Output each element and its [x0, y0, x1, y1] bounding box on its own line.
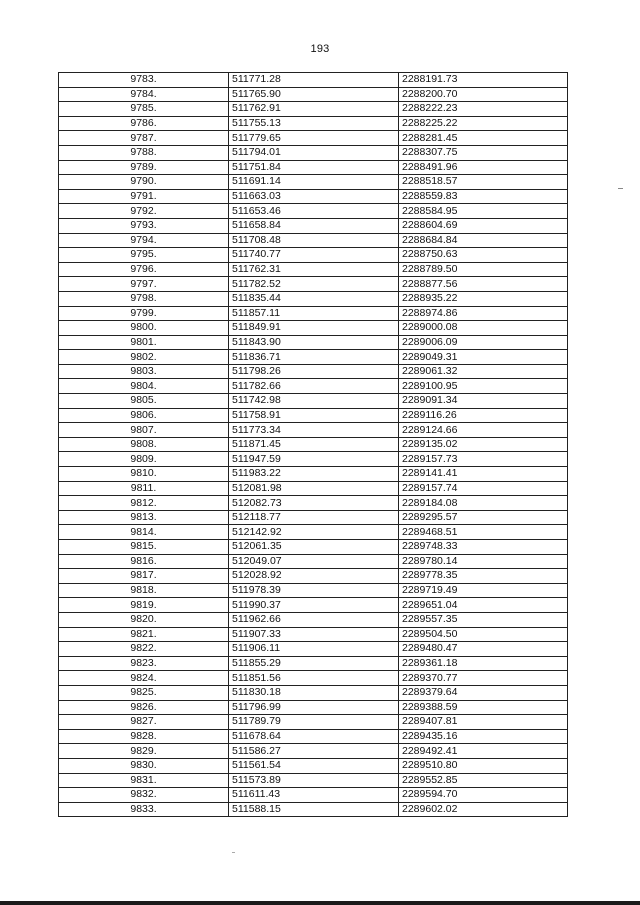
easting-cell: 511857.11 [229, 306, 399, 321]
point-number-cell: 9828. [59, 729, 229, 744]
point-number-cell: 9812. [59, 496, 229, 511]
point-number-cell: 9793. [59, 218, 229, 233]
table-row [59, 554, 568, 569]
table-row [59, 452, 568, 467]
northing-cell: 2289407.81 [399, 715, 568, 730]
table-row [59, 102, 568, 117]
easting-cell: 511906.11 [229, 642, 399, 657]
northing-cell: 2289061.32 [399, 364, 568, 379]
point-number-cell: 9814. [59, 525, 229, 540]
table-row [59, 408, 568, 423]
point-number-cell: 9824. [59, 671, 229, 686]
easting-cell: 511588.15 [229, 802, 399, 817]
northing-cell: 2289116.26 [399, 408, 568, 423]
easting-cell: 511773.34 [229, 423, 399, 438]
table-row [59, 510, 568, 525]
table-row [59, 248, 568, 263]
coordinates-table-body [59, 73, 568, 817]
easting-cell: 511798.26 [229, 364, 399, 379]
table-row [59, 540, 568, 555]
easting-cell: 511758.91 [229, 408, 399, 423]
point-number-cell: 9817. [59, 569, 229, 584]
point-number-cell: 9794. [59, 233, 229, 248]
northing-cell: 2289361.18 [399, 656, 568, 671]
easting-cell: 511779.65 [229, 131, 399, 146]
point-number-cell: 9791. [59, 189, 229, 204]
easting-cell: 511907.33 [229, 627, 399, 642]
easting-cell: 511782.66 [229, 379, 399, 394]
easting-cell: 511983.22 [229, 467, 399, 482]
point-number-cell: 9787. [59, 131, 229, 146]
table-row [59, 656, 568, 671]
point-number-cell: 9820. [59, 612, 229, 627]
easting-cell: 511978.39 [229, 583, 399, 598]
table-row [59, 73, 568, 88]
northing-cell: 2288789.50 [399, 262, 568, 277]
northing-cell: 2288307.75 [399, 145, 568, 160]
easting-cell: 511762.31 [229, 262, 399, 277]
table-row [59, 145, 568, 160]
northing-cell: 2289510.80 [399, 758, 568, 773]
northing-cell: 2289594.70 [399, 788, 568, 803]
table-row [59, 291, 568, 306]
point-number-cell: 9815. [59, 540, 229, 555]
point-number-cell: 9811. [59, 481, 229, 496]
table-row [59, 642, 568, 657]
easting-cell: 511762.91 [229, 102, 399, 117]
point-number-cell: 9822. [59, 642, 229, 657]
point-number-cell: 9806. [59, 408, 229, 423]
point-number-cell: 9825. [59, 685, 229, 700]
point-number-cell: 9796. [59, 262, 229, 277]
point-number-cell: 9829. [59, 744, 229, 759]
northing-cell: 2289492.41 [399, 744, 568, 759]
northing-cell: 2288684.84 [399, 233, 568, 248]
northing-cell: 2288877.56 [399, 277, 568, 292]
point-number-cell: 9785. [59, 102, 229, 117]
point-number-cell: 9830. [59, 758, 229, 773]
table-row [59, 262, 568, 277]
point-number-cell: 9833. [59, 802, 229, 817]
easting-cell: 511751.84 [229, 160, 399, 175]
northing-cell: 2289006.09 [399, 335, 568, 350]
point-number-cell: 9790. [59, 175, 229, 190]
northing-cell: 2289100.95 [399, 379, 568, 394]
point-number-cell: 9826. [59, 700, 229, 715]
northing-cell: 2289651.04 [399, 598, 568, 613]
point-number-cell: 9823. [59, 656, 229, 671]
table-row [59, 700, 568, 715]
easting-cell: 511586.27 [229, 744, 399, 759]
table-row [59, 729, 568, 744]
easting-cell: 511871.45 [229, 437, 399, 452]
northing-cell: 2289135.02 [399, 437, 568, 452]
northing-cell: 2288491.96 [399, 160, 568, 175]
table-row [59, 758, 568, 773]
northing-cell: 2289184.08 [399, 496, 568, 511]
northing-cell: 2289295.57 [399, 510, 568, 525]
northing-cell: 2289049.31 [399, 350, 568, 365]
easting-cell: 512082.73 [229, 496, 399, 511]
easting-cell: 511990.37 [229, 598, 399, 613]
northing-cell: 2288750.63 [399, 248, 568, 263]
point-number-cell: 9789. [59, 160, 229, 175]
point-number-cell: 9795. [59, 248, 229, 263]
scan-speck [232, 852, 235, 853]
table-row [59, 350, 568, 365]
easting-cell: 511678.64 [229, 729, 399, 744]
easting-cell: 512142.92 [229, 525, 399, 540]
point-number-cell: 9783. [59, 73, 229, 88]
northing-cell: 2289141.41 [399, 467, 568, 482]
point-number-cell: 9804. [59, 379, 229, 394]
table-row [59, 671, 568, 686]
point-number-cell: 9788. [59, 145, 229, 160]
table-row [59, 569, 568, 584]
easting-cell: 512081.98 [229, 481, 399, 496]
northing-cell: 2289480.47 [399, 642, 568, 657]
point-number-cell: 9798. [59, 291, 229, 306]
point-number-cell: 9819. [59, 598, 229, 613]
easting-cell: 512028.92 [229, 569, 399, 584]
easting-cell: 511658.84 [229, 218, 399, 233]
easting-cell: 511755.13 [229, 116, 399, 131]
table-row [59, 277, 568, 292]
coordinates-table [58, 72, 568, 817]
northing-cell: 2289091.34 [399, 394, 568, 409]
easting-cell: 511653.46 [229, 204, 399, 219]
table-row [59, 379, 568, 394]
easting-cell: 511611.43 [229, 788, 399, 803]
northing-cell: 2289379.64 [399, 685, 568, 700]
northing-cell: 2289388.59 [399, 700, 568, 715]
point-number-cell: 9784. [59, 87, 229, 102]
easting-cell: 511843.90 [229, 335, 399, 350]
easting-cell: 511962.66 [229, 612, 399, 627]
easting-cell: 511708.48 [229, 233, 399, 248]
northing-cell: 2289748.33 [399, 540, 568, 555]
table-row [59, 189, 568, 204]
northing-cell: 2288191.73 [399, 73, 568, 88]
easting-cell: 512061.35 [229, 540, 399, 555]
easting-cell: 511855.29 [229, 656, 399, 671]
northing-cell: 2289602.02 [399, 802, 568, 817]
easting-cell: 511947.59 [229, 452, 399, 467]
northing-cell: 2288281.45 [399, 131, 568, 146]
northing-cell: 2288200.70 [399, 87, 568, 102]
easting-cell: 511796.99 [229, 700, 399, 715]
table-row [59, 715, 568, 730]
northing-cell: 2289557.35 [399, 612, 568, 627]
table-row [59, 467, 568, 482]
table-row [59, 437, 568, 452]
table-row [59, 773, 568, 788]
table-row [59, 423, 568, 438]
point-number-cell: 9801. [59, 335, 229, 350]
northing-cell: 2288584.95 [399, 204, 568, 219]
easting-cell: 511836.71 [229, 350, 399, 365]
table-row [59, 612, 568, 627]
table-row [59, 788, 568, 803]
easting-cell: 511789.79 [229, 715, 399, 730]
table-row [59, 87, 568, 102]
table-row [59, 481, 568, 496]
northing-cell: 2289719.49 [399, 583, 568, 598]
point-number-cell: 9816. [59, 554, 229, 569]
northing-cell: 2288518.57 [399, 175, 568, 190]
northing-cell: 2289468.51 [399, 525, 568, 540]
point-number-cell: 9827. [59, 715, 229, 730]
northing-cell: 2289780.14 [399, 554, 568, 569]
northing-cell: 2288604.69 [399, 218, 568, 233]
easting-cell: 511835.44 [229, 291, 399, 306]
northing-cell: 2289504.50 [399, 627, 568, 642]
table-row [59, 160, 568, 175]
easting-cell: 511663.03 [229, 189, 399, 204]
easting-cell: 511849.91 [229, 321, 399, 336]
northing-cell: 2288974.86 [399, 306, 568, 321]
northing-cell: 2289157.74 [399, 481, 568, 496]
point-number-cell: 9831. [59, 773, 229, 788]
table-row [59, 321, 568, 336]
point-number-cell: 9810. [59, 467, 229, 482]
easting-cell: 511742.98 [229, 394, 399, 409]
point-number-cell: 9807. [59, 423, 229, 438]
table-row [59, 598, 568, 613]
table-row [59, 131, 568, 146]
point-number-cell: 9821. [59, 627, 229, 642]
northing-cell: 2288222.23 [399, 102, 568, 117]
easting-cell: 511830.18 [229, 685, 399, 700]
easting-cell: 511794.01 [229, 145, 399, 160]
table-row [59, 394, 568, 409]
easting-cell: 512118.77 [229, 510, 399, 525]
easting-cell: 511740.77 [229, 248, 399, 263]
point-number-cell: 9799. [59, 306, 229, 321]
table-row [59, 175, 568, 190]
margin-mark [618, 188, 623, 189]
table-row [59, 306, 568, 321]
table-row [59, 627, 568, 642]
point-number-cell: 9805. [59, 394, 229, 409]
northing-cell: 2288225.22 [399, 116, 568, 131]
table-row [59, 496, 568, 511]
table-row [59, 116, 568, 131]
easting-cell: 511765.90 [229, 87, 399, 102]
easting-cell: 511573.89 [229, 773, 399, 788]
point-number-cell: 9818. [59, 583, 229, 598]
page-number: 193 [310, 43, 330, 55]
northing-cell: 2289157.73 [399, 452, 568, 467]
northing-cell: 2289552.85 [399, 773, 568, 788]
point-number-cell: 9803. [59, 364, 229, 379]
table-row [59, 233, 568, 248]
northing-cell: 2288559.83 [399, 189, 568, 204]
table-row [59, 335, 568, 350]
table-row [59, 744, 568, 759]
point-number-cell: 9802. [59, 350, 229, 365]
easting-cell: 512049.07 [229, 554, 399, 569]
easting-cell: 511691.14 [229, 175, 399, 190]
northing-cell: 2289370.77 [399, 671, 568, 686]
easting-cell: 511771.28 [229, 73, 399, 88]
table-row [59, 364, 568, 379]
northing-cell: 2288935.22 [399, 291, 568, 306]
point-number-cell: 9800. [59, 321, 229, 336]
point-number-cell: 9809. [59, 452, 229, 467]
table-row [59, 802, 568, 817]
point-number-cell: 9813. [59, 510, 229, 525]
easting-cell: 511782.52 [229, 277, 399, 292]
table-row [59, 525, 568, 540]
northing-cell: 2289778.35 [399, 569, 568, 584]
table-row [59, 218, 568, 233]
table-row [59, 685, 568, 700]
easting-cell: 511561.54 [229, 758, 399, 773]
northing-cell: 2289000.08 [399, 321, 568, 336]
table-row [59, 583, 568, 598]
point-number-cell: 9808. [59, 437, 229, 452]
table-row [59, 204, 568, 219]
page-bottom-edge [0, 901, 640, 905]
easting-cell: 511851.56 [229, 671, 399, 686]
northing-cell: 2289124.66 [399, 423, 568, 438]
point-number-cell: 9797. [59, 277, 229, 292]
point-number-cell: 9832. [59, 788, 229, 803]
northing-cell: 2289435.16 [399, 729, 568, 744]
point-number-cell: 9792. [59, 204, 229, 219]
point-number-cell: 9786. [59, 116, 229, 131]
